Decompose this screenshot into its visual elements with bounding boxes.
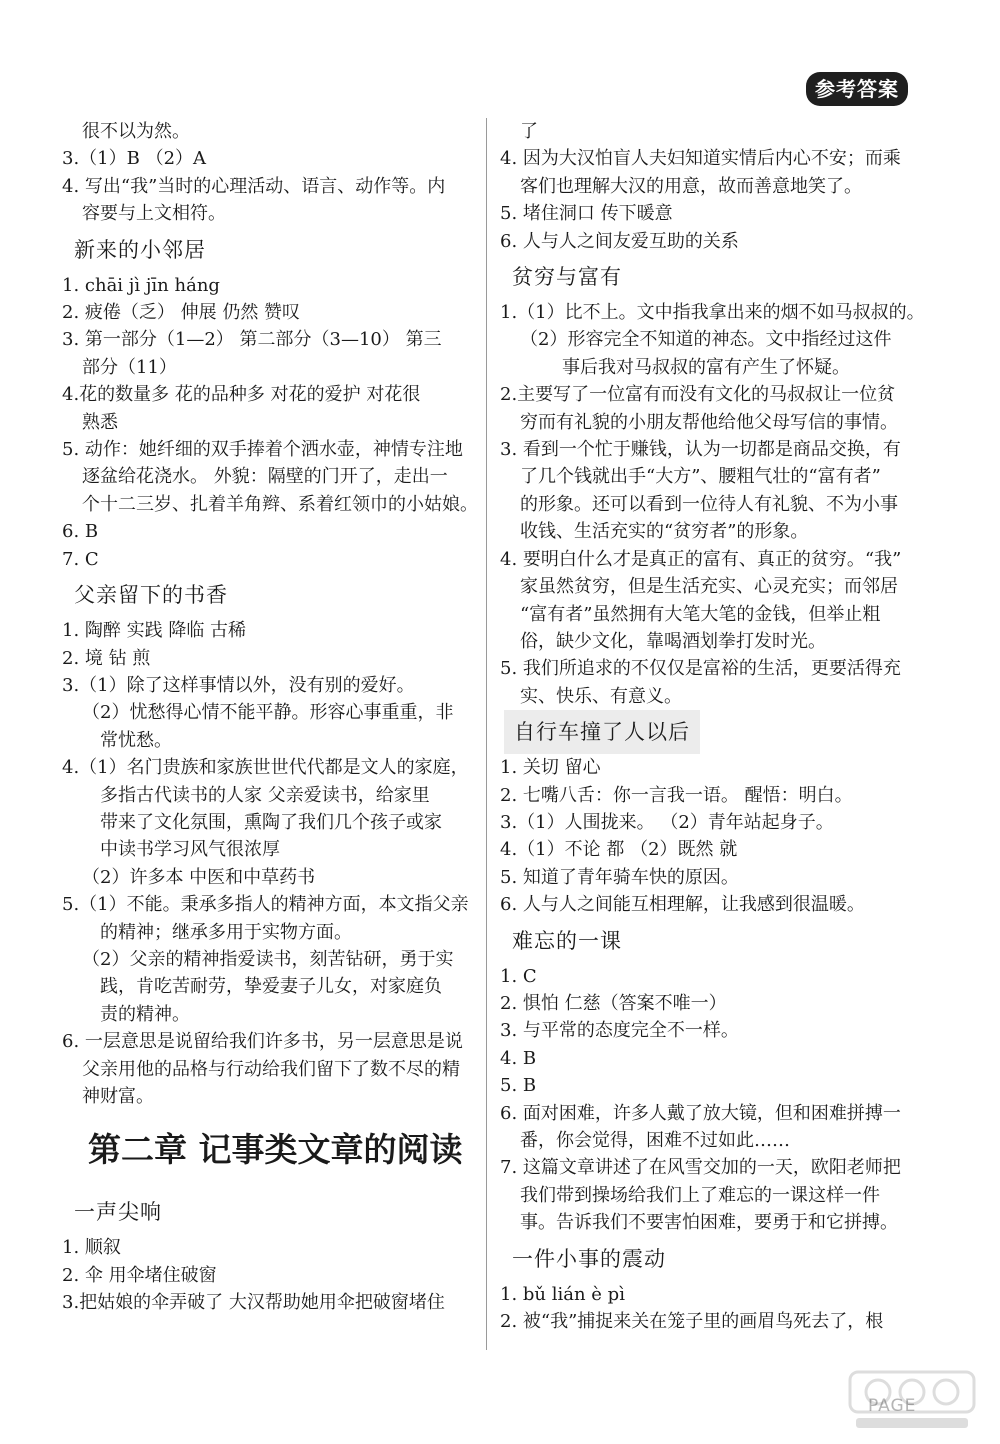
answer-line: 践，肯吃苦耐劳，挚爱妻子儿女，对家庭负 [100, 976, 442, 998]
answer-line: 4. 要明白什么才是真正的富有、真正的贫穷。“我” [500, 548, 902, 570]
answer-line: 收钱、生活充实的“贫穷者”的形象。 [520, 521, 809, 543]
section-title: 难忘的一课 [512, 928, 622, 953]
answer-line: 番，你会觉得，困难不过如此…… [520, 1130, 790, 1151]
answer-line: 6. 人与人之间友爱互助的关系 [500, 230, 739, 252]
answer-line: 很不以为然。 [82, 121, 190, 142]
answer-line: 7. 这篇文章讲述了在风雪交加的一天，欧阳老师把 [500, 1157, 901, 1179]
section-title: 一件小事的震动 [512, 1246, 666, 1271]
answer-line: （2）父亲的精神指爱读书，刻苦钻研，勇于实 [82, 948, 454, 970]
answer-line: 2. 境 钻 煎 [62, 647, 151, 669]
answer-line: 实、快乐、有意义。 [520, 685, 682, 707]
answer-line: 4.（1）名门贵族和家族世世代代都是文人的家庭， [62, 757, 469, 779]
answer-line: 部分（11） [82, 356, 177, 378]
answer-line: 客们也理解大汉的用意，故而善意地笑了。 [520, 175, 862, 197]
answer-line: 穷而有礼貌的小朋友帮他给他父母写信的事情。 [520, 411, 898, 433]
answer-line: 常忧愁。 [100, 729, 172, 751]
answer-line: 1. C [500, 965, 537, 987]
answer-line: 2. 疲倦（乏） 伸展 仍然 赞叹 [62, 302, 301, 324]
answer-line: 神财富。 [82, 1086, 154, 1107]
answer-line: 个十二三岁、扎着羊角辫、系着红领巾的小姑娘。 [82, 493, 478, 515]
answer-line: 2.主要写了一位富有而没有文化的马叔叔让一位贫 [500, 384, 896, 406]
answer-line: “富有者”虽然拥有大笔大笔的金钱，但举止粗 [520, 603, 881, 625]
answer-line: 4. B [500, 1047, 537, 1069]
answer-line: 的形象。还可以看到一位待人有礼貌、不为小事 [520, 493, 898, 515]
answer-line: 1. 陶醉 实践 降临 古稀 [62, 620, 247, 642]
answer-line: 5. 堵住洞口 传下暖意 [500, 203, 673, 225]
answer-line: 1. chāi jì jīn háng [62, 274, 220, 296]
answer-line: 2. 七嘴八舌：你一言我一语。 醒悟：明白。 [500, 784, 853, 806]
section-title: 父亲留下的书香 [74, 583, 228, 608]
answer-line: 4.（1）不论 都 （2）既然 就 [500, 839, 738, 861]
answer-line: 3. 与平常的态度完全不一样。 [500, 1020, 739, 1042]
section-title: 新来的小邻居 [74, 237, 206, 262]
answer-line: 3.把姑娘的伞弄破了 大汉帮助她用伞把破窗堵住 [62, 1292, 445, 1314]
answer-line: 4. 写出“我”当时的心理活动、语言、动作等。内 [62, 175, 446, 197]
answer-line: 5. B [500, 1075, 537, 1097]
answer-line: （2）许多本 中医和中草药书 [82, 866, 316, 888]
answer-line: 父亲用他的品格与行动给我们留下了数不尽的精 [82, 1058, 460, 1080]
answer-line: 1. bǔ lián è pì [500, 1283, 625, 1305]
column-divider [486, 118, 487, 1350]
answer-line: 5.（1）不能。秉承多指人的精神方面，本文指父亲 [62, 894, 469, 916]
answer-line: 4. 因为大汉怕盲人夫妇知道实情后内心不安；而乘 [500, 148, 901, 170]
answer-line: 俗，缺少文化，靠喝酒划拳打发时光。 [520, 630, 826, 652]
answer-line: 了几个钱就出手“大方”、腰粗气壮的“富有者” [520, 466, 881, 488]
page-label: PAGE [868, 1396, 917, 1416]
answer-line: 6. B [62, 521, 99, 543]
section-title: 一声尖响 [74, 1200, 162, 1225]
answer-line: 3.（1）人围拢来。 （2）青年站起身子。 [500, 811, 834, 833]
answer-line: 4.花的数量多 花的品种多 对花的爱护 对花很 [62, 384, 421, 406]
right-column [500, 118, 925, 1335]
answer-line: 2. 惧怕 仁慈（答案不唯一） [500, 992, 727, 1014]
answer-line: （2）忧愁得心情不能平静。形容心事重重，非 [82, 702, 454, 724]
answer-line: 2. 被“我”捕捉来关在笼子里的画眉鸟死去了，根 [500, 1311, 884, 1333]
watermark-logo [848, 1368, 976, 1432]
answer-line: 7. C [62, 548, 99, 570]
answer-line: 责的精神。 [100, 1003, 190, 1025]
answer-line: 中读书学习风气很浓厚 [100, 839, 280, 861]
answer-line: 6. 人与人之间能互相理解，让我感到很温暖。 [500, 894, 865, 916]
answer-line: 熟悉 [82, 411, 118, 433]
answer-line: 事。告诉我们不要害怕困难，要勇于和它拼搏。 [520, 1212, 898, 1234]
answer-line: 1. 顺叙 [62, 1237, 121, 1259]
answer-line: 5. 知道了青年骑车快的原因。 [500, 866, 739, 888]
answer-line: 3. 看到一个忙于赚钱，认为一切都是商品交换，有 [500, 439, 901, 461]
answer-line: 带来了文化氛围，熏陶了我们几个孩子或家 [100, 811, 442, 833]
answer-line: （2）形容完全不知道的神态。文中指经过这件 [520, 329, 892, 351]
answer-line: 的精神；继承多用于实物方面。 [100, 921, 352, 943]
answer-line: 我们带到操场给我们上了难忘的一课这样一件 [520, 1184, 880, 1206]
section-title: 自行车撞了人以后 [504, 710, 700, 754]
answer-line: 了 [520, 121, 538, 142]
answer-line: 容要与上文相符。 [82, 203, 226, 225]
answer-line: 多指古代读书的人家 父亲爱读书，给家里 [100, 784, 430, 806]
answer-line: 5. 我们所追求的不仅仅是富裕的生活，更要活得充 [500, 658, 901, 680]
answer-line: 2. 伞 用伞堵住破窗 [62, 1264, 217, 1286]
answer-line: 3.（1）B （2）A [62, 148, 207, 170]
answer-line: 1.（1）比不上。文中指我拿出来的烟不如马叔叔的。 [500, 302, 925, 324]
answer-line: 1. 关切 留心 [500, 757, 601, 779]
answer-key-badge: 参考答案 [806, 72, 908, 106]
answer-line: 3. 第一部分（1—2） 第二部分（3—10） 第三 [62, 329, 442, 351]
left-column [62, 118, 478, 1317]
answer-line: 6. 面对困难，许多人戴了放大镜，但和困难拼搏一 [500, 1102, 901, 1124]
answer-line: 事后我对马叔叔的富有产生了怀疑。 [562, 356, 850, 378]
section-title: 贫穷与富有 [512, 265, 622, 290]
chapter-heading: 第二章 记事类文章的阅读 [88, 1130, 463, 1170]
answer-line: 3.（1）除了这样事情以外，没有别的爱好。 [62, 674, 415, 696]
answer-line: 6. 一层意思是说留给我们许多书，另一层意思是说 [62, 1031, 463, 1053]
answer-line: 逐盆给花浇水。 外貌：隔壁的门开了，走出一 [82, 466, 448, 488]
answer-line: 5. 动作：她纤细的双手捧着个洒水壶，神情专注地 [62, 439, 463, 461]
answer-line: 家虽然贫穷，但是生活充实、心灵充实；而邻居 [520, 576, 898, 598]
